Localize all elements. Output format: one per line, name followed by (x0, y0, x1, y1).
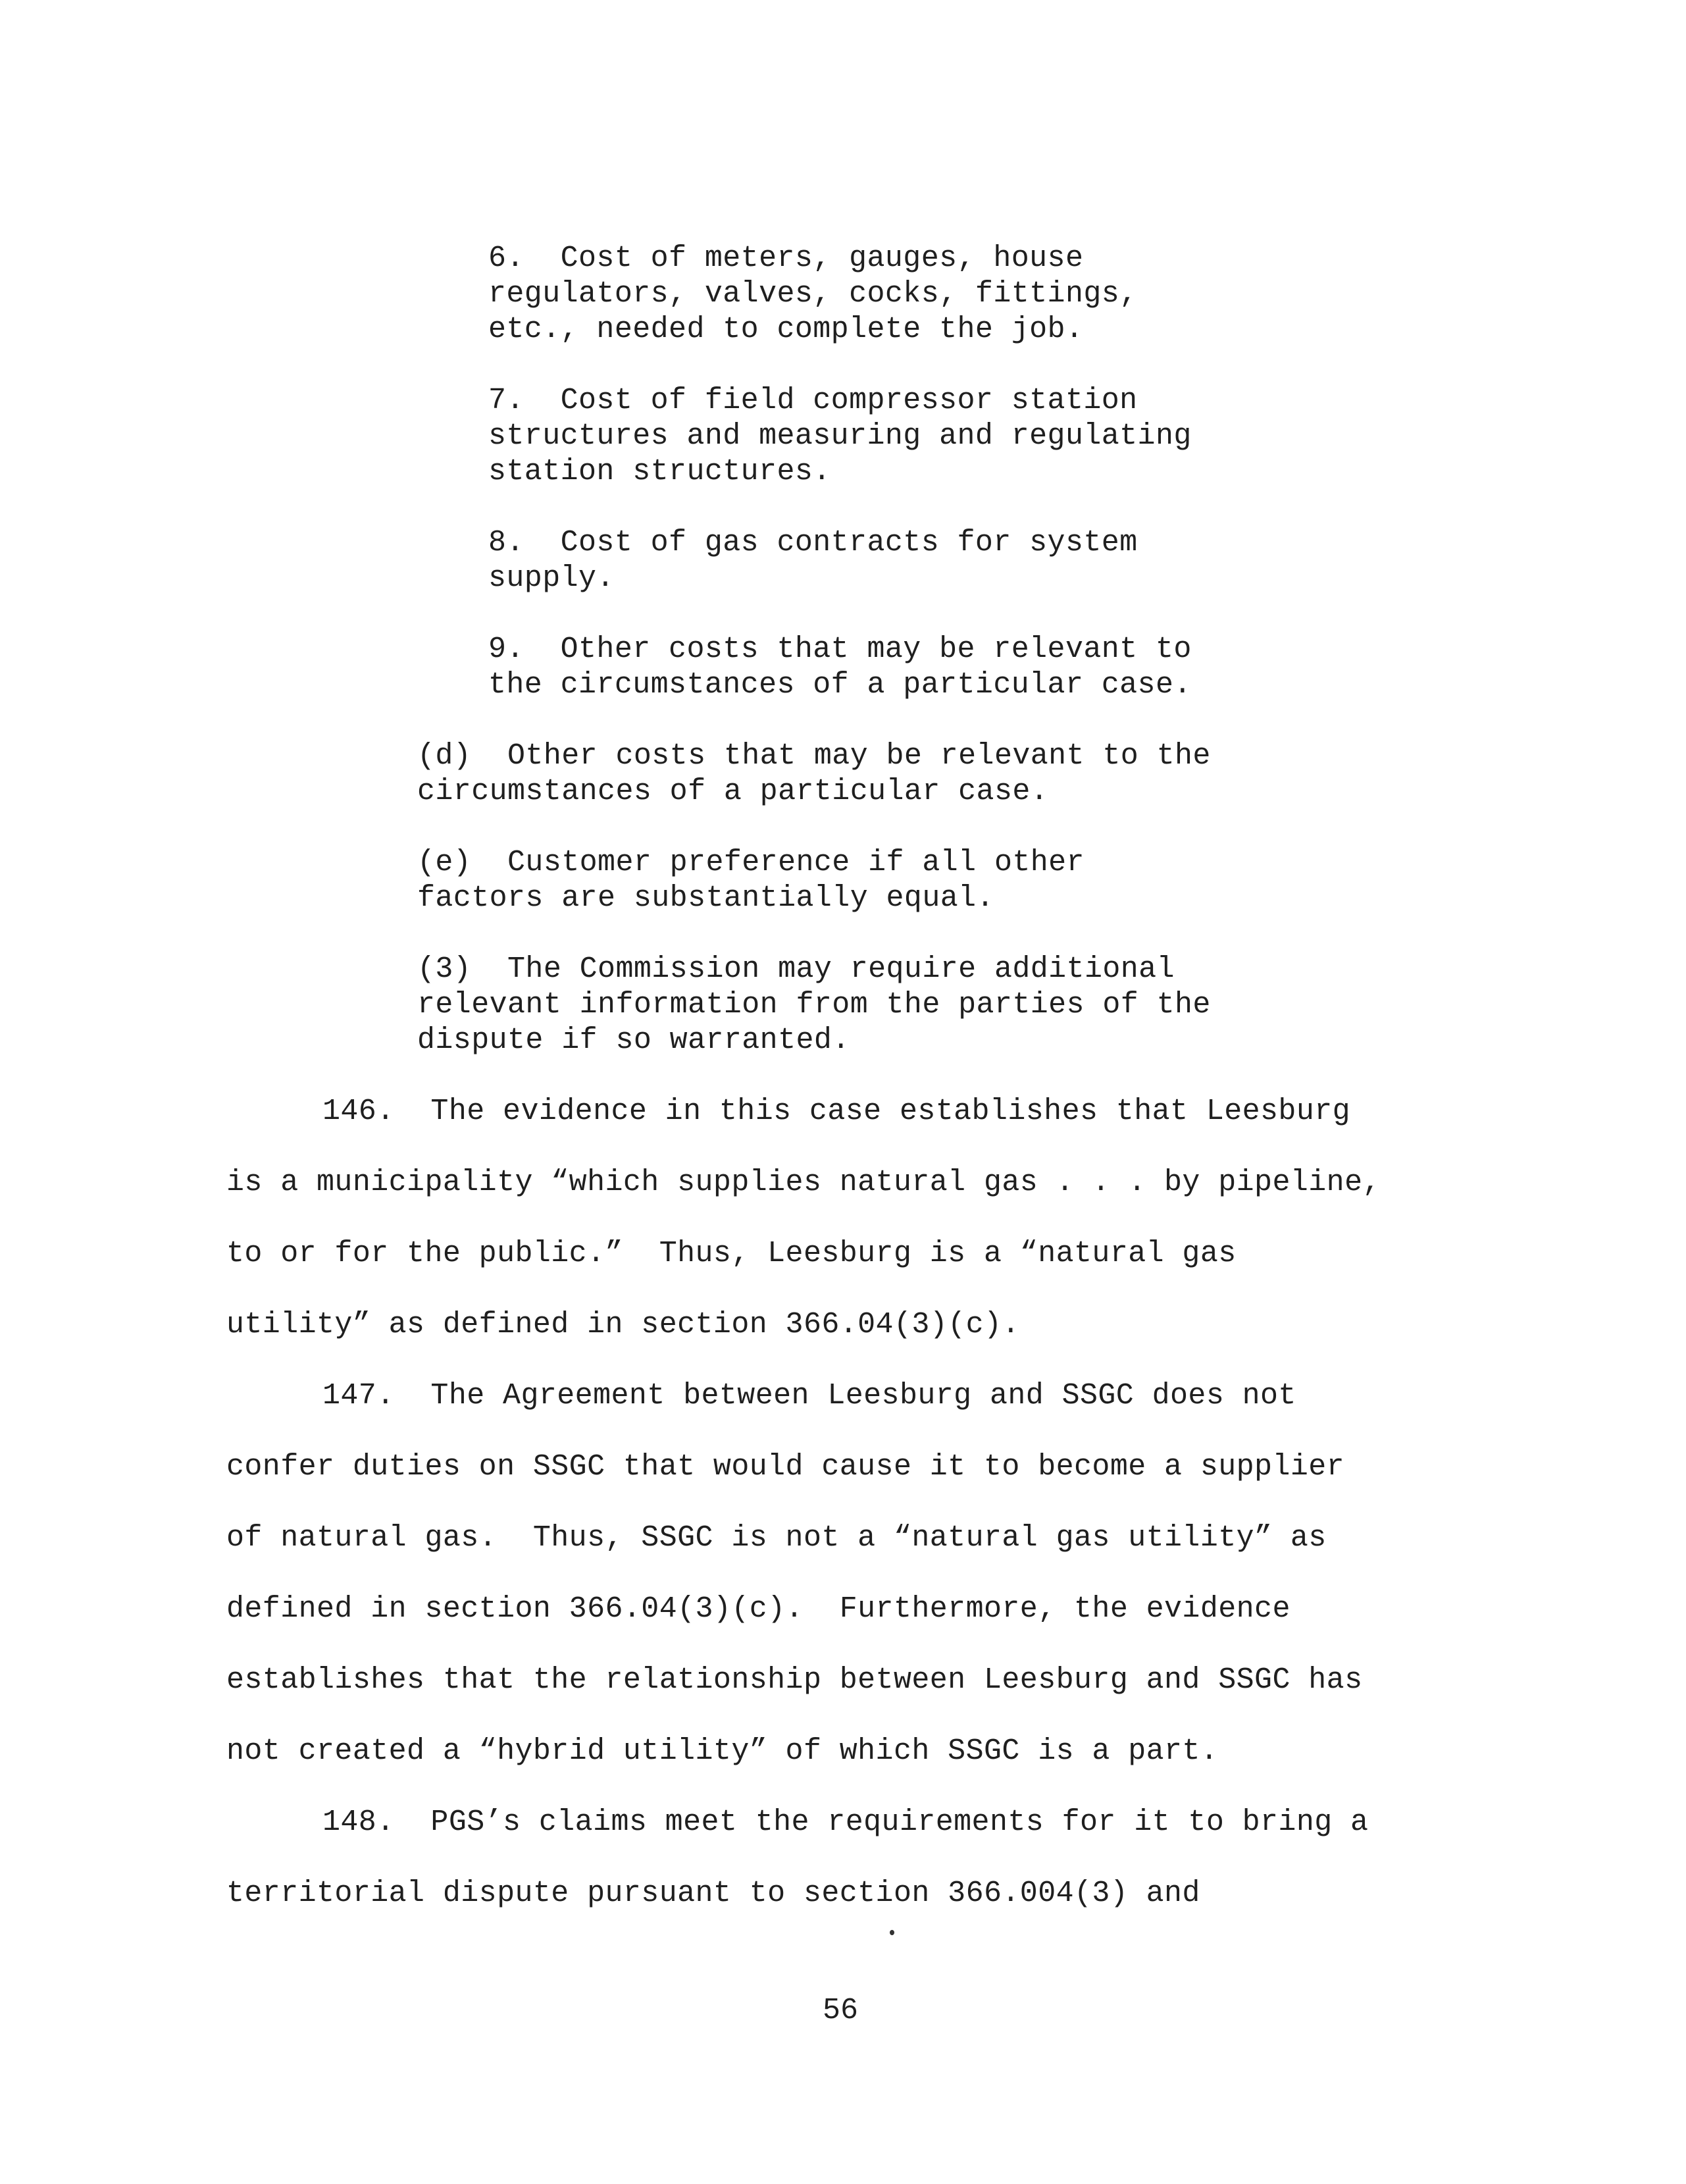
item-3-line-2: relevant information from the parties of the (417, 988, 1211, 1022)
para-147-line-3: of natural gas. Thus, SSGC is not a “natural gas utility” as (226, 1521, 1327, 1555)
para-146-line-1: 146. The evidence in this case establishes that Leesburg (322, 1095, 1351, 1128)
page-number: 56 (823, 1994, 859, 2027)
item-9-line-2: the circumstances of a particular case. (488, 668, 1192, 702)
item-8-line-1: 8. Cost of gas contracts for system (488, 526, 1138, 559)
item-6-line-3: etc., needed to complete the job. (488, 313, 1084, 346)
item-6-line-1: 6. Cost of meters, gauges, house (488, 242, 1084, 275)
para-146-line-2: is a municipality “which supplies natural gas . . . by pipeline, (226, 1166, 1381, 1199)
item-3-line-3: dispute if so warranted. (417, 1024, 850, 1057)
item-8-line-2: supply. (488, 561, 615, 595)
para-148-line-2: territorial dispute pursuant to section 366.004(3) and (226, 1877, 1200, 1910)
para-146-line-4: utility” as defined in section 366.04(3)(c). (226, 1308, 1020, 1341)
para-147-line-6: not created a “hybrid utility” of which SSGC is a part. (226, 1734, 1219, 1768)
para-147-line-5: establishes that the relationship between Leesburg and SSGC has (226, 1663, 1363, 1697)
para-146-line-3: to or for the public.” Thus, Leesburg is a “natural gas (226, 1237, 1237, 1270)
item-e-line-1: (e) Customer preference if all other (417, 846, 1085, 879)
item-7-line-2: structures and measuring and regulating (488, 419, 1192, 453)
item-d-line-2: circumstances of a particular case. (417, 775, 1049, 808)
para-147-line-2: confer duties on SSGC that would cause it to become a supplier (226, 1450, 1345, 1484)
para-147-line-4: defined in section 366.04(3)(c). Furthermore, the evidence (226, 1592, 1290, 1626)
item-9-line-1: 9. Other costs that may be relevant to (488, 633, 1192, 666)
item-7-line-3: station structures. (488, 455, 831, 488)
item-3-line-1: (3) The Commission may require additional (417, 952, 1175, 986)
scan-speck (890, 1930, 894, 1935)
para-148-line-1: 148. PGS’s claims meet the requirements for it to bring a (322, 1806, 1369, 1839)
item-e-line-2: factors are substantially equal. (417, 881, 994, 915)
para-147-line-1: 147. The Agreement between Leesburg and SSGC does not (322, 1379, 1296, 1413)
item-d-line-1: (d) Other costs that may be relevant to the (417, 739, 1211, 773)
item-7-line-1: 7. Cost of field compressor station (488, 384, 1138, 417)
item-6-line-2: regulators, valves, cocks, fittings, (488, 277, 1138, 311)
